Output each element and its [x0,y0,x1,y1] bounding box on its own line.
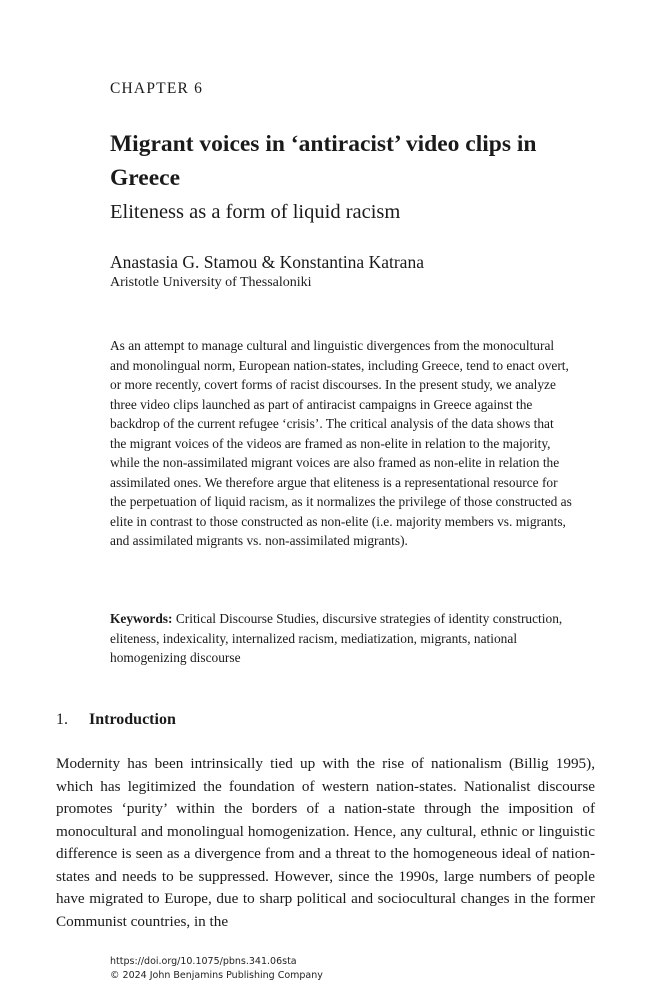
keywords-label: Keywords: [110,611,173,626]
section-title: Introduction [89,711,176,728]
section-number: 1. [56,711,68,728]
copyright-notice: © 2024 John Benjamins Publishing Company [110,970,323,981]
affiliation: Aristotle University of Thessaloniki [110,275,312,290]
body-paragraph: Modernity has been intrinsically tied up with the rise of nationalism (Billig 1995), which has legitimized the foundation of western nation-states. Nationalist discourse promotes ‘purity’ within the borders of a nation-state through the imposition of monocultural and monolingual homogenization. Hence, any cultural, ethnic or linguistic difference is seen as a divergence from and a threat to the homogeneous ideal of nation-states and needs to be suppressed. However, since the 1990s, large numbers of people have migrated to Europe, due to sharp political and sociocultural changes in the former Communist countries, in the [56,755,595,930]
abstract: As an attempt to manage cultural and linguistic divergences from the monocultural and monolingual norm, European nation-states, including Greece, tend to enact overt, or more recently, covert forms of racist discourses. In the present study, we analyze three video clips launched as part of antiracist campaigns in Greece against the backdrop of the current refugee ‘crisis’. The critical analysis of the data shows that the migrant voices of the videos are framed as non-elite in relation to the majority, while the non-assimilated migrant voices are also framed as non-elite in relation the assimilated ones. We therefore argue that eliteness is a representational resource for the perpetuation of liquid racism, as it normalizes the privilege of those constructed as elite in contrast to those constructed as non-elite (i.e. majority members vs. migrants, and assimilated migrants vs. non-assimilated migrants). [110,338,572,549]
keywords-text: Critical Discourse Studies, discursive strategies of identity construction, eliteness, indexicality, internalized racism, mediatization, migrants, national homogenizing discourse [110,611,563,666]
chapter-title: Migrant voices in ‘antiracist’ video clips in Greece [110,131,537,191]
keywords [110,609,572,668]
section-heading [56,709,176,731]
chapter-label: CHAPTER 6 [110,80,204,97]
doi-link[interactable]: https://doi.org/10.1075/pbns.341.06sta [110,956,297,967]
authors: Anastasia G. Stamou & Konstantina Katrana [110,252,424,272]
chapter-subtitle: Eliteness as a form of liquid racism [110,201,401,223]
footer [110,955,323,983]
